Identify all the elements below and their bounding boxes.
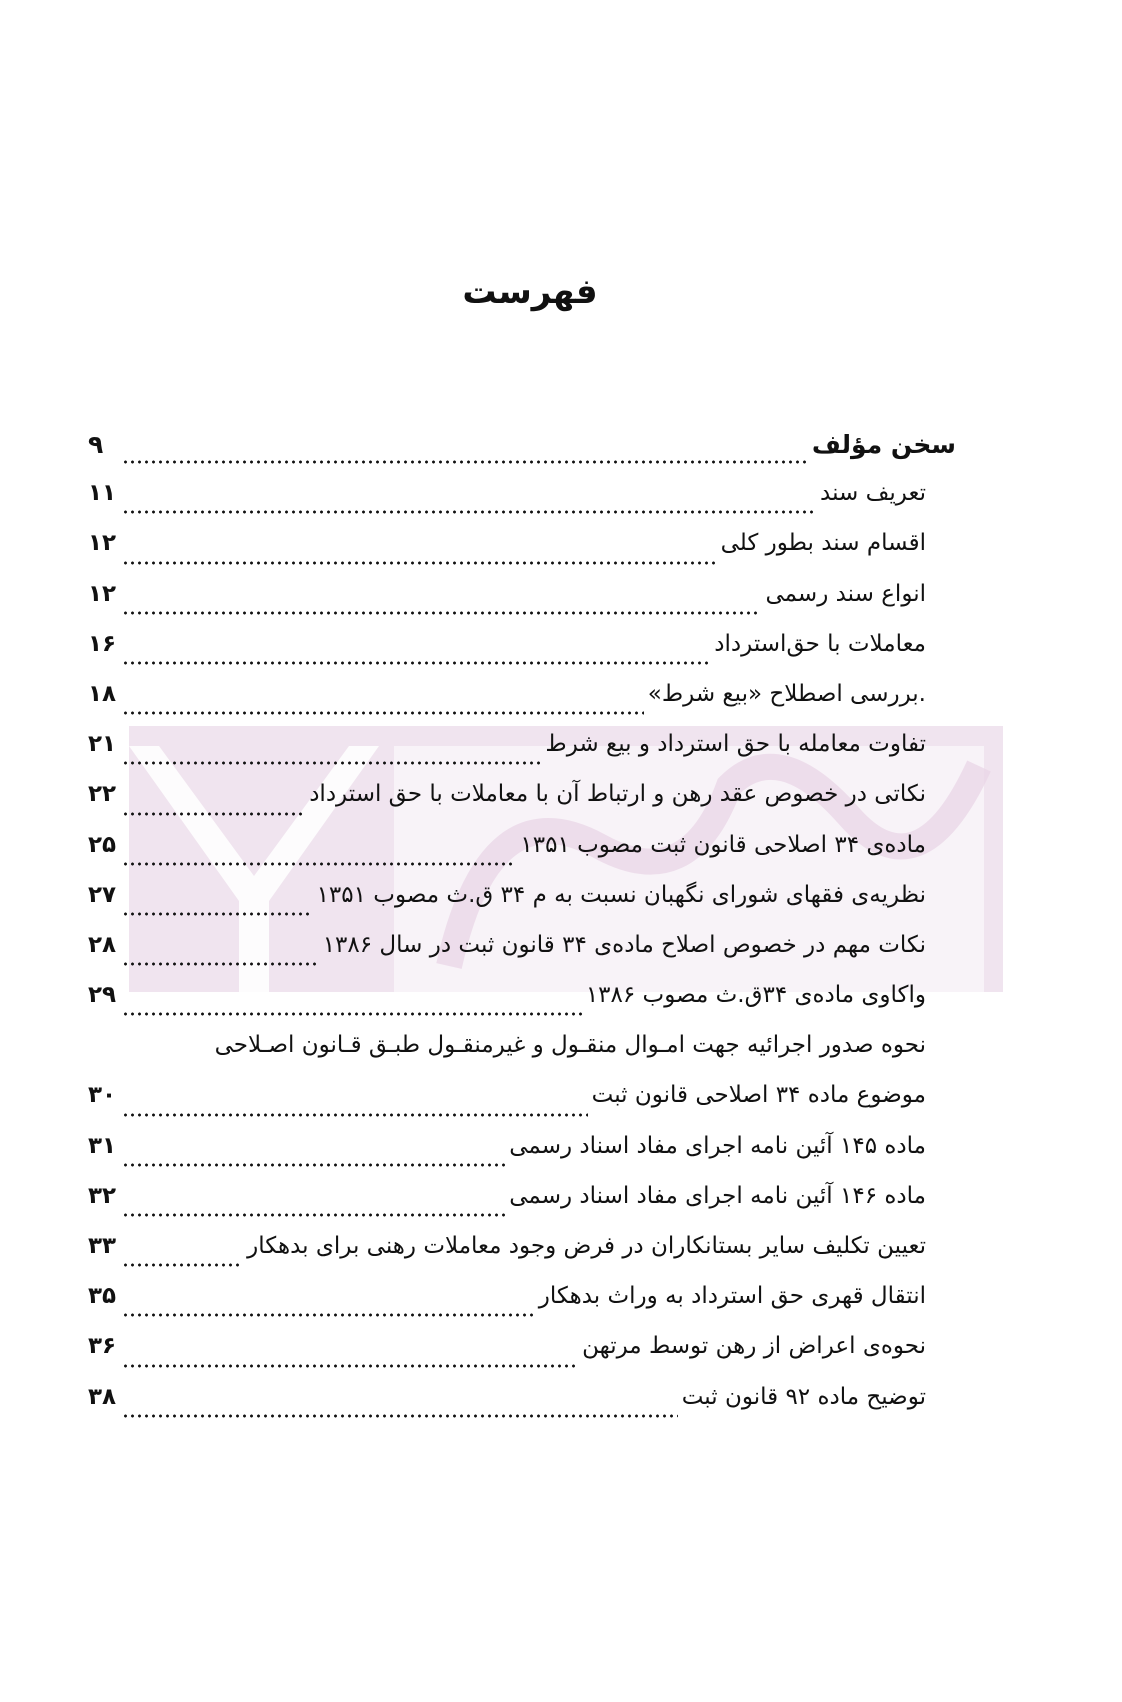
toc-entry: [88, 581, 956, 631]
toc-entry-page: ۱۲: [88, 530, 117, 557]
toc-entry-title: نکاتی در خصوص عقد رهن و ارتباط آن با معاملات با حق استرداد: [309, 781, 926, 808]
dot-leader: [122, 510, 816, 514]
toc-entry-title: تعریف سند: [820, 480, 926, 507]
toc-entry-title: انتقال قهری حق استرداد به وراث بدهکار: [538, 1283, 926, 1310]
toc-entry: [88, 1384, 956, 1434]
toc-entry: [88, 1233, 956, 1283]
toc-entry-page: ۳۶: [88, 1333, 117, 1360]
toc-entry-page: ۲۱: [88, 731, 117, 758]
toc-entry-page: ۱۶: [88, 630, 117, 657]
toc-entry-page: ۳۵: [88, 1283, 117, 1310]
dot-leader: [122, 1113, 588, 1117]
toc-entry-page: ۳۳: [88, 1233, 117, 1259]
toc-entry-title: واکاوی ماده‌ی ۳۴ق.ث مصوب ۱۳۸۶: [585, 982, 926, 1009]
toc-entry-title: .بررسی اصطلاح «بیع شرط»: [647, 680, 926, 707]
toc-entry-page: ۲۸: [88, 931, 117, 958]
toc-entry-page: ۹: [88, 430, 104, 459]
toc-entry-page: ۲۲: [88, 781, 117, 808]
toc-entry: [88, 832, 956, 882]
toc-entry-page: ۱۸: [88, 680, 117, 707]
toc-entry: [88, 681, 956, 731]
dot-leader: [122, 761, 541, 765]
dot-leader: [122, 962, 319, 966]
dot-leader: [122, 611, 761, 615]
dot-leader: [122, 812, 305, 816]
toc-entry: [88, 1032, 956, 1082]
toc-entry-title: تعیین تکلیف سایر بستانکاران در فرض وجود معاملات رهنی برای بدهکار: [247, 1233, 926, 1259]
dot-leader: [122, 711, 644, 715]
dot-leader: [122, 561, 717, 565]
toc-entry-title: انواع سند رسمی: [765, 580, 926, 607]
toc-entry-title: اقسام سند بطور کلی: [720, 530, 926, 557]
toc-entry: [88, 480, 956, 530]
page-title: فهرست: [462, 272, 598, 312]
toc-entry: [88, 882, 956, 932]
toc-entry: [88, 1183, 956, 1233]
dot-leader: [122, 912, 313, 916]
toc-entry-page: ۱۱: [88, 480, 117, 507]
toc-entry: [88, 631, 956, 681]
dot-leader: [122, 661, 710, 665]
toc-entry: [88, 1283, 956, 1333]
dot-leader: [122, 1313, 535, 1317]
dot-leader: [122, 460, 808, 464]
toc-entry-page: ۱۲: [88, 580, 117, 607]
toc-entry-title: سخن مؤلف: [811, 430, 956, 459]
toc-entry-title: توضیح ماده ۹۲ قانون ثبت: [681, 1383, 926, 1410]
toc-entry-page: ۳۸: [88, 1383, 117, 1410]
dot-leader: [122, 1012, 582, 1016]
toc-entry-title: تفاوت معامله با حق استرداد و بیع شرط: [545, 731, 926, 758]
toc-entry-title: معاملات با حق‌استرداد: [714, 630, 926, 657]
toc-entry: [88, 430, 956, 480]
dot-leader: [122, 862, 516, 866]
toc-entry-title: نحوه صدور اجرائیه جهت امـوال منقـول و غیرمنقـول طبـق قـانون اصـلاحی: [214, 1032, 926, 1059]
table-of-contents: [88, 430, 956, 1434]
toc-entry-page: ۳۲: [88, 1182, 117, 1209]
dot-leader: [122, 1263, 243, 1267]
toc-entry-page: ۳۱: [88, 1132, 117, 1159]
toc-entry-page: ۲۷: [88, 881, 117, 908]
toc-entry: [88, 530, 956, 580]
toc-entry-title: نظریه‌ی فقهای شورای نگهبان نسبت به م ۳۴ ق.ث مصوب ۱۳۵۱: [316, 881, 926, 908]
toc-entry: [88, 932, 956, 982]
dot-leader: [122, 1364, 578, 1368]
toc-entry-title: ماده ۱۴۶ آئین نامه اجرای مفاد اسناد رسمی: [509, 1182, 926, 1209]
toc-entry-title: ماده ۱۴۵ آئین نامه اجرای مفاد اسناد رسمی: [509, 1132, 926, 1159]
toc-entry: [88, 731, 956, 781]
toc-entry-title: نکات مهم در خصوص اصلاح ماده‌ی ۳۴ قانون ثبت در سال ۱۳۸۶: [322, 931, 926, 958]
toc-entry-title: نحوه‌ی اعراض از رهن توسط مرتهن: [582, 1333, 926, 1360]
toc-entry-page: ۳۰: [88, 1082, 117, 1109]
toc-entry: [88, 1333, 956, 1383]
toc-entry: [88, 781, 956, 831]
dot-leader: [122, 1414, 678, 1418]
toc-entry: [88, 982, 956, 1032]
dot-leader: [122, 1163, 505, 1167]
toc-entry-title: موضوع ماده ۳۴ اصلاحی قانون ثبت: [591, 1082, 926, 1109]
toc-entry-page: ۲۵: [88, 831, 117, 858]
toc-entry-page: ۲۹: [88, 982, 117, 1009]
toc-entry-title: ماده‌ی ۳۴ اصلاحی قانون ثبت مصوب ۱۳۵۱: [520, 831, 926, 858]
toc-entry: [88, 1082, 956, 1132]
toc-entry: [88, 1133, 956, 1183]
dot-leader: [122, 1213, 505, 1217]
